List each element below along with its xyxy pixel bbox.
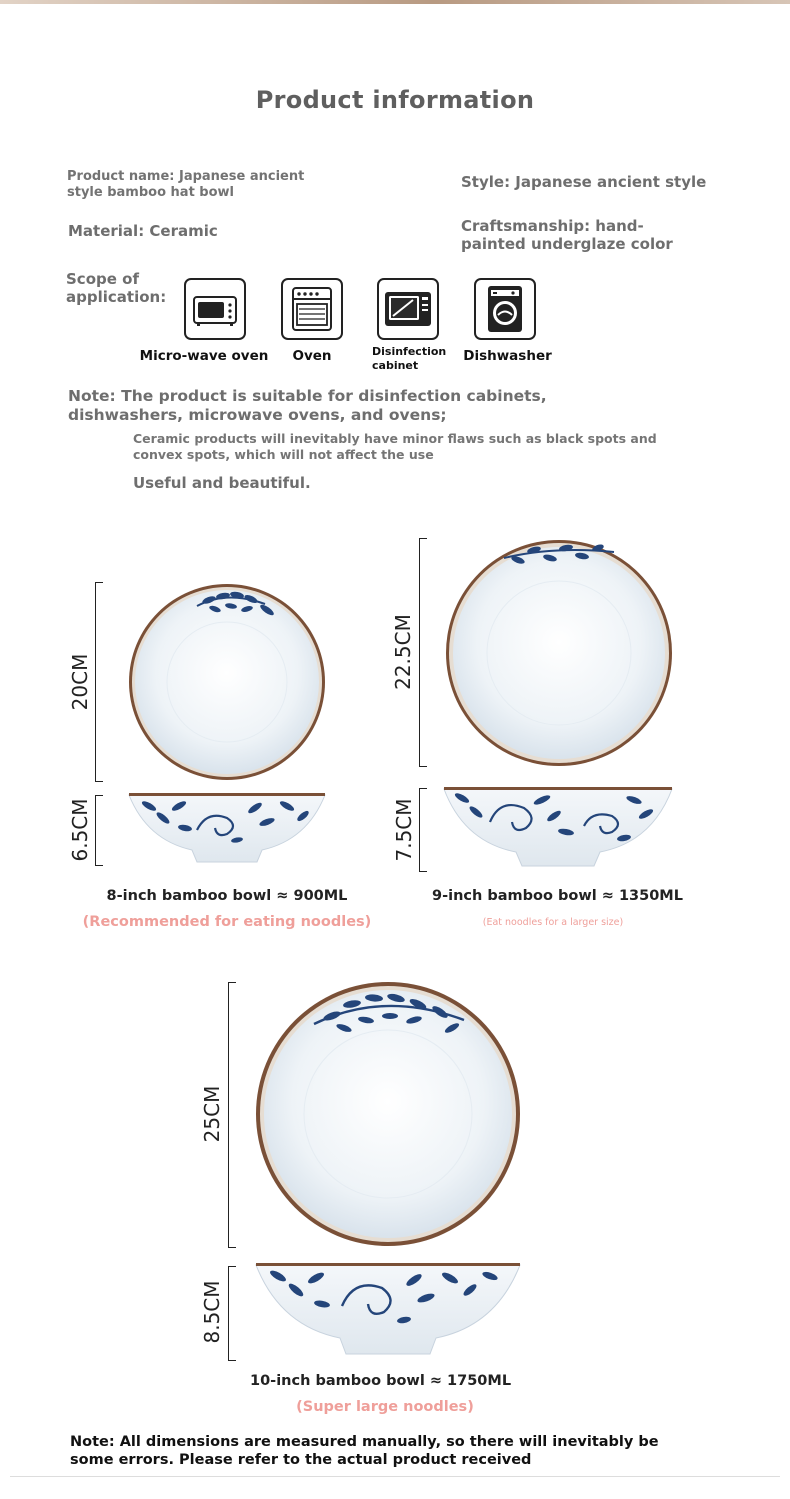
- dimension-tick: [228, 1247, 236, 1248]
- dimension-tick: [419, 538, 427, 539]
- product-style: Style: Japanese ancient style: [461, 173, 707, 191]
- height-dimension-line: [228, 1266, 229, 1360]
- product-material: Material: Ceramic: [68, 222, 218, 240]
- bowl-subcaption: (Recommended for eating noodles): [82, 914, 372, 930]
- flaws-note: Ceramic products will inevitably have minor flaws such as black spots and convex spots, which will not affect the use: [133, 431, 657, 462]
- suitability-note: Note: The product is suitable for disinfection cabinets, dishwashers, microwave ovens, and ovens;: [68, 387, 547, 424]
- product-craftsmanship: Craftsmanship: hand-painted underglaze color: [461, 217, 673, 253]
- dimension-tick: [419, 788, 427, 789]
- application-dishwasher: [474, 278, 536, 340]
- diameter-dimension-line: [95, 582, 96, 781]
- bowl-subcaption: (Eat noodles for a larger size): [482, 917, 624, 928]
- bowl-caption: 10-inch bamboo bowl ≈ 1750ML: [250, 1373, 512, 1389]
- bowl-subcaption: (Super large noodles): [296, 1399, 474, 1415]
- application-label-dishwasher: Dishwasher: [463, 348, 552, 364]
- diameter-dimension-line: [419, 538, 420, 766]
- oven-icon: [281, 278, 343, 340]
- diameter-dimension-line: [228, 982, 229, 1247]
- dimension-tick: [228, 1360, 236, 1361]
- application-oven: [281, 278, 343, 340]
- bowl-side-view: [442, 786, 674, 872]
- scope-label: Scope of application:: [66, 270, 167, 306]
- dimension-tick: [95, 582, 103, 583]
- application-label-oven: Oven: [292, 348, 332, 364]
- bowl-caption: 9-inch bamboo bowl ≈ 1350ML: [432, 888, 683, 904]
- application-disinfection-cabinet: [377, 278, 439, 340]
- diameter-label: 25CM: [200, 1085, 224, 1143]
- dimension-tick: [95, 781, 103, 782]
- top-decorative-band: [0, 0, 790, 4]
- diameter-label: 20CM: [68, 653, 92, 711]
- microwave-oven-icon: [184, 278, 246, 340]
- dimension-tick: [228, 1266, 236, 1267]
- height-dimension-line: [419, 788, 420, 871]
- dishwasher-icon: [474, 278, 536, 340]
- height-label: 6.5CM: [68, 798, 92, 862]
- dimension-tick: [419, 766, 427, 767]
- application-label-microwave: Micro-wave oven: [139, 348, 269, 364]
- bowl-top-view: [127, 582, 327, 782]
- bowl-top-view: [254, 980, 522, 1248]
- disinfection-cabinet-icon: [377, 278, 439, 340]
- bottom-divider: [10, 1476, 780, 1477]
- application-microwave: [184, 278, 246, 340]
- bowl-side-view: [127, 792, 327, 867]
- dimension-tick: [95, 795, 103, 796]
- application-label-disinfection: Disinfection cabinet: [372, 345, 447, 372]
- bowl-caption: 8-inch bamboo bowl ≈ 900ML: [106, 888, 348, 904]
- bowl-side-view: [254, 1262, 522, 1360]
- bowl-top-view: [444, 538, 674, 768]
- tagline: Useful and beautiful.: [133, 474, 311, 492]
- diameter-label: 22.5CM: [391, 614, 415, 690]
- dimension-tick: [228, 982, 236, 983]
- dimension-tick: [419, 871, 427, 872]
- height-label: 7.5CM: [392, 798, 416, 862]
- page-title: Product information: [255, 86, 535, 114]
- measurement-note: Note: All dimensions are measured manually, so there will inevitably be some errors. Please refer to the actual product received: [70, 1434, 659, 1468]
- product-name: Product name: Japanese ancient style bamboo hat bowl: [67, 169, 305, 200]
- height-dimension-line: [95, 795, 96, 865]
- height-label: 8.5CM: [200, 1280, 224, 1344]
- dimension-tick: [95, 865, 103, 866]
